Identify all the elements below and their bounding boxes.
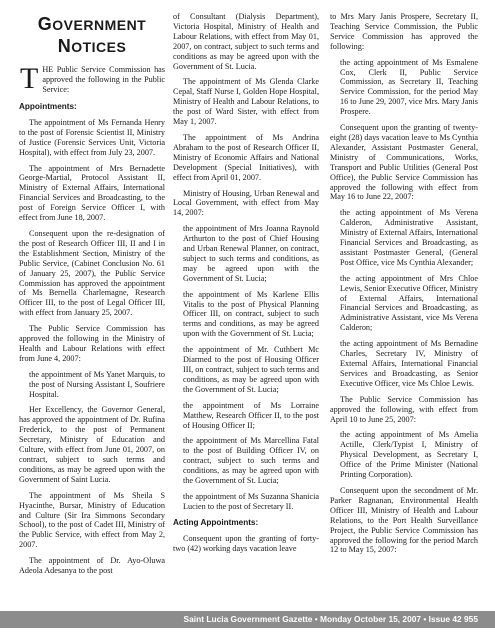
notice-paragraph: Her Excellency, the Governor General, has approved the appointment of Dr. Rufina Frederick, to the post of Permanent Secretary, Ministry of Education and Culture, with effect from June 01, 2007, on contract, subject to such terms and conditions, as may be agreed upon with the Government of Saint Lucia. [19,405,165,484]
notice-paragraph: of Consultant (Dialysis Department), Victoria Hospital, Ministry of Health and Labour Relations, with effect from May 01, 2007, on contract, subject to such terms and conditions as may be agreed upon with the Government of St. Lucia. [173,12,319,71]
column-2 [173,12,319,560]
title-line-1: GOVERNMENT [37,14,147,34]
notice-paragraph: to Mrs Mary Janis Prospere, Secretary II, Teaching Service Commission, the Public Service Commission has approved the following: [330,12,478,51]
notice-item: the appointment of Ms Marcellina Fatal to the post of Building Officer IV, on contract, subject to such terms and conditions, as may be agreed upon with the Government of St. Lucia; [183,436,319,486]
column-3 [330,12,478,561]
notice-item: the appointment of Ms Karlene Ellis Vitalis to the post of Physical Planning Officer III, on contract, subject to such terms and conditions, as may be agreed upon with the Government of St. Lucia; [183,289,319,339]
section-heading: Acting Appointments: [173,517,259,527]
notice-item: the acting appointment of Ms Verena Calderon, Administrative Assistant, Ministry of External Affairs, International Financial Services and Broadcasting, as assistant Postmaster General, (General Post Office, vice Ms Cynthia Alexander; [340,208,478,267]
notice-paragraph: The appointment of Ms Sheila S Hyacinthe, Bursar, Ministry of Education and Culture (Sir Ira Simmons Secondary School), to the post of Cadet III, Ministry of the Public Service, with effect from May 2, 2007. [19,490,165,550]
notice-paragraph: The appointment of Ms Andrina Abraham to the post of Research Officer II, Ministry of Economic Affairs and National Development (Special Initiatives), with effect from April 01, 2007. [173,132,319,182]
notice-item: the appointment of Ms Yanet Marquis, to the post of Nursing Assistant I, Soufriere Hospital. [29,369,165,399]
notice-paragraph: Consequent upon the granting of forty-two (42) working days vacation leave [173,533,319,553]
notice-paragraph: Consequent upon the secondment of Mr. Parker Ragnanan, Environmental Health Officer III, Ministry of Health and Labour Relations, to the Port Health Surveillance Project, the Public Service Commission has approved the following for the period March 12 to May 15, 2007: [330,485,478,555]
intro-paragraph [19,62,165,95]
gazette-footer: Saint Lucia Government Gazette • Monday October 15, 2007 • Issue 42 955 [0,611,495,628]
column-2-body [173,12,319,554]
notice-item: the acting appointment of Mrs Chloe Lewis, Senior Executive Officer, Ministry of External Affairs, International Financial Services and Broadcasting, as Administrative Assistant, vice Ms Verena Calderon; [340,273,478,333]
notice-paragraph: The appointment of Mrs Bernadette George-Martial, Protocol Assistant II, Ministry of External Affairs, International Financial Services and Broadcasting, to the post of Foreign Service Officer I, with effect from June 18, 2007. [19,163,165,223]
notice-paragraph: The appointment of Ms Fernanda Henry to the post of Forensic Scientist II, Ministry of Justice (Forensic Services Unit, Victoria Hospital), with effect from July 23, 2007. [19,117,165,157]
notice-item: the appointment of Ms Suzanna Shanicia Lucien to the post of Secretary II. [183,491,319,511]
drop-cap: T [20,62,39,95]
notice-paragraph: Consequent upon the granting of twenty-eight (28) days vacation leave to Ms Cynthia Alexander, Assistant Postmaster General, Ministry of Communications, Works, Transport and Public Utilities (General Post Office), the Public Service Commission has approved the following with effect from May 16 to June 22, 2007: [330,123,478,202]
notice-item: the acting appointment of Ms Bernadine Charles, Secretary IV, Ministry of External Affairs, International Financial Services and Broadcasting, as Senior Executive Officer, vice Ms Chloe Lewis. [340,339,478,388]
section-heading: Appointments: [19,102,77,111]
notice-paragraph: The appointment of Ms Glenda Clarke Cepal, Staff Nurse I, Golden Hope Hospital, Ministry of Health and Labour Relations, to the post of Ward Sister, with effect from May 1, 2007. [173,77,319,127]
notice-item: the appointment of Ms Lorraine Matthew, Research Officer II, to the post of Housing Officer II; [183,400,319,430]
notice-paragraph: Consequent upon the re-designation of the post of Research Officer III, II and I in the Establishment Section, Ministry of the Public Service, (Cabinet Conclusion No. 61 of January 25, 2007), the Public Service Commission has approved the appointment of Ms Bernella Charlemagne, Research Officer III, to the post of Legal Officer III, with effect from January 25, 2007. [19,228,165,318]
column-1-body [19,62,165,576]
intro-text: HE Public Service Commission has approved the following in the Public Service: [42,65,165,94]
notice-item: the appointment of Mr. Cuthbert Mc Diarmed to the post of Housing Officer III, on contract, subject to such terms and conditions, as may be agreed upon with the Government of St. Lucia; [183,345,319,394]
notice-item: the acting appointment of Ms Amelia Actille, Clerk/Typist I, Ministry of Physical Development, as Secretary I, Office of the Prime Minister (National Printing Corporation). [340,430,478,480]
notice-item: the appointment of Mrs Joanna Raynold Arthurton to the post of Chief Housing and Urban Renewal Planner, on contract, subject to such terms and conditions, as may be agreed upon with the Government of St. Lucia; [183,224,319,283]
column-3-body [330,12,478,555]
notice-paragraph: Ministry of Housing, Urban Renewal and Local Government, with effect from May 14, 2007: [173,188,319,218]
title-line-2: NOTICES [57,36,127,56]
page-title [19,14,165,58]
notice-paragraph: The appointment of Dr. Ayo-Oluwa Adeola Adesanya to the post [19,556,165,576]
notice-paragraph: The Public Service Commission has approved the following in the Ministry of Health and Labour Relations with effect from June 4, 2007: [19,324,165,363]
column-1 [19,12,165,582]
notice-item: the acting appointment of Ms Esmalene Cox, Clerk II, Public Service Commission, as Secretary II, Teaching Service Commission, for the period May 16 to June 29, 2007, vice Mrs. Mary Janis Prospere. [340,57,478,117]
notice-paragraph: The Public Service Commission has approved the following, with effect from April 10 to June 25, 2007: [330,394,478,424]
